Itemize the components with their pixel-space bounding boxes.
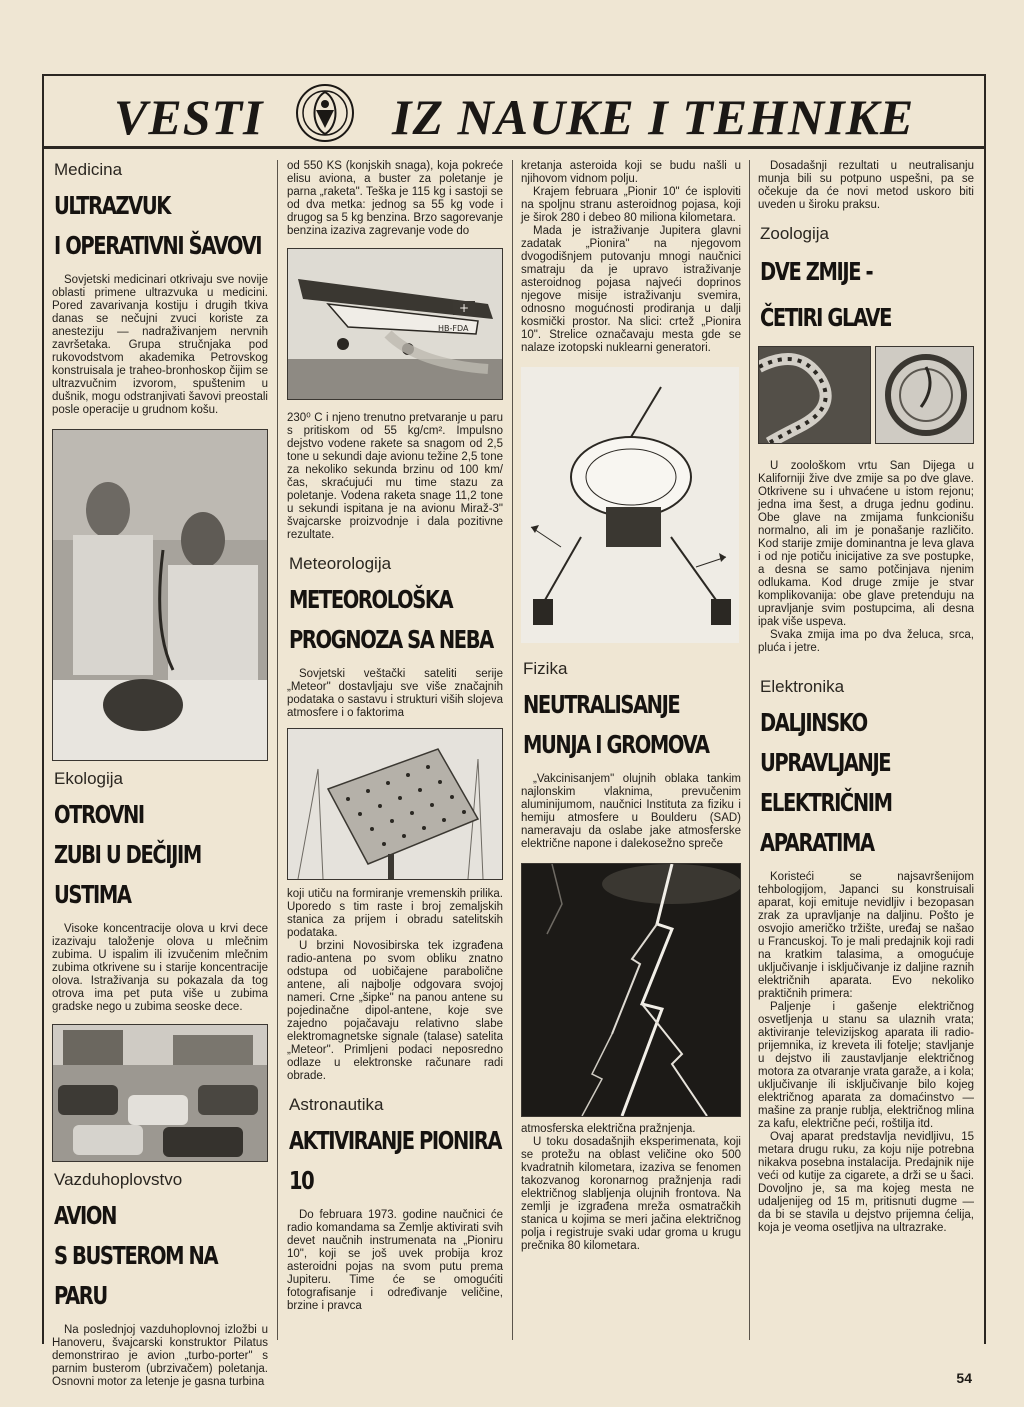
paragraph: U brzini Novosibirska tek izgrađena radio-antena po svom obliku znatno odstupa od uobičajene parabolične antene, ali najbolje odgovara svojoj nameri. Crne „šipke" na panou antene su pojedinačne dipol-antene, koje sve zajedno pojačavaju relativno slabe elektromagnetske signale (talase) satelita „Meteor". Primljeni podaci neposredno odlaze u elektronske računare radi obrade.: [287, 940, 503, 1082]
headline: [54, 795, 270, 915]
pioneer-10-drawing: [521, 367, 739, 643]
surgeons-photo: [52, 429, 268, 761]
column-3: [521, 160, 741, 1253]
paragraph: kretanja asteroida koji se budu našli u njihovom vidnom polju.: [521, 160, 741, 185]
paragraph: atmosferska električna pražnjenja.: [521, 1123, 696, 1135]
section-label: Meteorologija: [289, 554, 392, 573]
section-label: Zoologija: [760, 224, 829, 243]
headline: [289, 1121, 505, 1201]
paragraph: U toku dosadašnjih eksperimenata, koji se protežu na oblast veličine oko 500 kvadratnih kilometara, izaziva se fenomen takozvanog koronarnog pražnjenja radi električnog slabljenja olujnih frontova. Na zemlji je izgrađena mreža osmatračkih stanica u kojima se meri jačina električnog polja i registruje svaki udar groma u krugu prečnika 80 kilometara.: [521, 1136, 741, 1252]
article-body: [758, 160, 974, 212]
headline-line: ULTRAZVUK: [54, 191, 170, 220]
lightning-photo: [521, 863, 741, 1117]
column-rule: [749, 160, 750, 1340]
article-body: [287, 412, 503, 542]
coiled-snake-illustration: [876, 347, 974, 443]
headline-line: MUNJA I GROMOVA: [523, 730, 709, 759]
snake-photos: [758, 346, 974, 444]
headline-line: DVE ZMIJE -: [760, 257, 873, 286]
masthead: [42, 82, 986, 149]
paragraph: Ovaj aparat predstavlja nevidljivu, 15 metara drugu ruku, za koju nije potrebna nikakva posebna instalacija. Predajnik nije veći od kutije za cigarete, a drži se u šaci. Dovoljno je, sa ma kojeg mesta ne udaljenijeg od 15 m, pritisnuti dugme — da bi se stavila u dejstvo prijemna ćelija, koja je veoma osetljiva na ultrazrake.: [758, 1131, 974, 1234]
paragraph: Mada je istraživanje Jupitera glavni zadatak „Pionira" na njegovom dvogodišnjem putovanju mnogi naučnici smatraju da je upravo istraživanje asteroidnog pojasa najveći doprinos njegove misije istraživanju svemira, odnosno mogućnosti prodiranja u dalji kosmički prostor. Na slici: crtež „Pionira 10". Strelice označavaju mesta gde se nalaze izotopski nuklearni generatori.: [521, 225, 741, 354]
paragraph: Sovjetski medicinari otkrivaju sve novije oblasti primene ultrazvuka u medicini. Pored zavarivanja kostiju i drugih tkiva danas se nečujni zvuci koriste za anesteziju — nadraživanjem nervnih završetaka. Grupa stručnjaka pod rukovodstvom akademika Petrovskog konstruisala je traheo-bronhoskop čijim se ultrazvučnim izvorom, spuštenim u dušnik, mogu odstranjivati šavovi preostali posle operacije u grudnom košu.: [52, 274, 268, 416]
paragraph: Sovjetski veštački sateliti serije „Meteor" dostavljaju sve više značajnih podataka o sastavu i strukturi viših slojeva atmosfere i o faktorima: [287, 668, 503, 719]
antenna-illustration: [288, 729, 502, 879]
antenna-photo: [287, 728, 503, 880]
headline-line: AVION: [54, 1201, 116, 1230]
headline: [289, 580, 505, 660]
lightning-illustration: [522, 864, 740, 1116]
headline-line: S BUSTEROM NA PARU: [54, 1241, 218, 1310]
spacecraft-illustration: [521, 367, 739, 643]
section-label: Medicina: [54, 160, 123, 179]
article-body: [758, 460, 974, 655]
column-2: [287, 160, 503, 1313]
section-label: Vazduhoplovstvo: [54, 1170, 183, 1189]
headline-line: I OPERATIVNI ŠAVOVI: [54, 231, 262, 260]
headline: [760, 252, 976, 338]
article-body: [52, 923, 268, 1014]
paragraph: koji utiču na formiranje vremenskih prilika. Uporedo s tim raste i broj zemaljskih stanica za prijem i obradu satelitskih podataka.: [287, 888, 503, 939]
headline: [54, 186, 270, 266]
paragraph: Do februara 1973. godine naučnici će radio komandama sa Zemlje aktivirati svih devet naučnih instrumenata na „Pioniru 10", koji se još uvek probija kroz asteroidni pojas na svom putu prema Jupiteru. Time će se omogućiti fotografisanje i određivanje veličine, brzine i pravca: [287, 1209, 503, 1312]
paragraph: Paljenje i gašenje električnog osvetljenja u stanu sa ulaznih vrata; aktiviranje televizijskog aparata ili radio-prijemnika, iz kreveta ili fotelje; stavljanje u dejstvo ili zaustavljanje električnog motora za otvaranje vrata garaže, a i kola; uključivanje ili isključivanje bilo kojeg električnog aparata za domaćinstvo — mašine za pranje rublja, električnog mlina za kafu, električne peći, roštilja itd.: [758, 1001, 974, 1130]
snake-photo-right: [875, 346, 974, 444]
article-body: [287, 668, 503, 720]
column-rule: [512, 160, 513, 1340]
headline-line: AKTIVIRANJE PIONIRA 10: [289, 1126, 502, 1195]
paragraph: Na poslednjoj vazduhoplovnoj izložbi u Hanoveru, švajcarski konstruktor Pilatus demonstrirao je avion „turbo-porter" s parnim busterom (ubrzivačem) poletanja. Osnovni motor za letenje je gasna turbina: [52, 1324, 268, 1388]
headline: [54, 1196, 270, 1316]
paragraph: Krajem februara „Pionir 10" će isploviti na spoljnu stranu asteroidnog pojasa, koji je širok 280 i debeo 80 miliona kilometara.: [521, 186, 741, 224]
column-rule: [277, 160, 278, 1340]
headline-line: OTROVNI: [54, 800, 144, 829]
article-body: [758, 871, 974, 1235]
paragraph: Koristeći se najsavršenijom tehbologijom, Japanci su konstruisali aparat, koji emituje nevidljiv i bezopasan zrak za upravljanje na daljinu. Pošto je osvojio američko tržište, uređaj se našao u Francuskoj. To je mali predajnik koji radi na kratkim talasima, a omogućuje uključivanje i isključivanje iz daljine raznih električnih aparata. Evo nekoliko praktičnih primera:: [758, 871, 974, 1000]
article-body: [287, 1209, 503, 1313]
surgeons-illustration: [53, 430, 267, 760]
paragraph: Visoke koncentracije olova u krvi dece izazivaju taloženje olova u mlečnim zubima. U ispalim ili izvučenim mlečnim zubima otkrivene su i starije koncentracije olova. Istraživanja su pokazala da tog otrova ima pet puta više u zubima gradske nego u zubima seoske dece.: [52, 923, 268, 1013]
masthead-left: VESTI: [114, 89, 264, 145]
article-body: [521, 773, 741, 851]
column-4: [758, 160, 974, 1235]
paragraph: 230⁰ C i njeno trenutno pretvaranje u paru s pritiskom od 55 kg/cm². Impulsno dejstvo vodene rakete sa snagom od 2,5 tone u sekundi daje avionu težine 2,5 tone za nekoliko sekunda brzinu od 100 km/čas, skraćujući mu time stazu za poletanje. Vodena raketa snage 11,2 tone u sekundi ispitana je na avionu Miraž-3" švajcarske proizvodnje i dala pozitivne rezultate.: [287, 412, 503, 541]
article-body: [52, 1324, 268, 1389]
headline: [760, 703, 976, 863]
section-label: Ekologija: [54, 769, 123, 788]
section-label: Fizika: [523, 659, 568, 678]
paragraph: Dosadašnji rezultati u neutralisanju munja bili su potpuno uspešni, pa se očekuje da će novi metod uskoro biti uveden u široku praksu.: [758, 160, 974, 211]
paragraph: Svaka zmija ima po dva želuca, srca, pluća i jetre.: [758, 629, 974, 654]
article-body: [287, 160, 503, 238]
headline-line: ZUBI U DEČIJIM USTIMA: [54, 840, 201, 909]
paragraph: „Vakcinisanjem" olujnih oblaka tankim najlonskim vlaknima, prevučenim aluminijumom, naučnici Instituta za fiziku i hemiju atmosfere u Boulderu (SAD) nameravaju da oslabe jake atmosferske električne napone i dalekosežno spreče: [521, 773, 741, 850]
article-body: [287, 888, 503, 1083]
section-label: Astronautika: [289, 1095, 384, 1114]
headline: [523, 685, 743, 765]
paragraph: U zoološkom vrtu San Dijega u Kaliforniji žive dve zmije sa po dve glave. Otkrivene su i uhvaćene u istom rejonu; jedna ima šest, a druga jednu godinu. Obe glave na zmijama funkcionišu normalno, ali im je ponašanje različito. Kod starije zmije dominantna je leva glava i od nje potiču inicijative za sve postupke, a desna se samo potčinjava njenim odlukama. Kod druge zmije je stvar komplikovanija: obe glave pretenduju na upravljanje svim postupcima, ali desna ipak više uspeva.: [758, 460, 974, 628]
headline-line: METEOROLOŠKA: [289, 585, 453, 614]
snake-illustration: [759, 347, 871, 443]
traffic-illustration: [53, 1025, 267, 1161]
article-body: [52, 274, 268, 417]
page-number: 54: [956, 1370, 972, 1386]
atom-logo-icon: [294, 82, 356, 144]
headline-line: ČETIRI GLAVE: [760, 303, 892, 332]
column-1: [52, 160, 268, 1389]
airplane-illustration: [288, 249, 502, 399]
headline-line: PROGNOZA SA NEBA: [289, 625, 493, 654]
article-body: [521, 1123, 741, 1253]
section-label: Elektronika: [760, 677, 845, 696]
headline-line: UPRAVLJANJE: [760, 748, 891, 777]
plane-registration: HB-FDA: [438, 324, 469, 333]
svg-text:+: +: [458, 301, 470, 315]
paragraph: od 550 KS (konjskih snaga), koja pokreće elisu aviona, a buster za poletanje je parna „raketa". Teška je 115 kg i sastoji se od dva metka: jednog sa 55 kg vode i drugog sa 5 kg benzina. Brzo sagorevanje benzina izaziva zagrevanje vode do: [287, 160, 503, 237]
masthead-right: IZ NAUKE I TEHNIKE: [392, 89, 915, 145]
article-body: [521, 160, 741, 355]
headline-line: DALJINSKO: [760, 708, 867, 737]
headline-line: NEUTRALISANJE: [523, 690, 680, 719]
airplane-photo: [287, 248, 503, 400]
city-traffic-photo: [52, 1024, 268, 1162]
snake-photo-left: [758, 346, 871, 444]
headline-line: ELEKTRIČNIM APARATIMA: [760, 788, 892, 857]
